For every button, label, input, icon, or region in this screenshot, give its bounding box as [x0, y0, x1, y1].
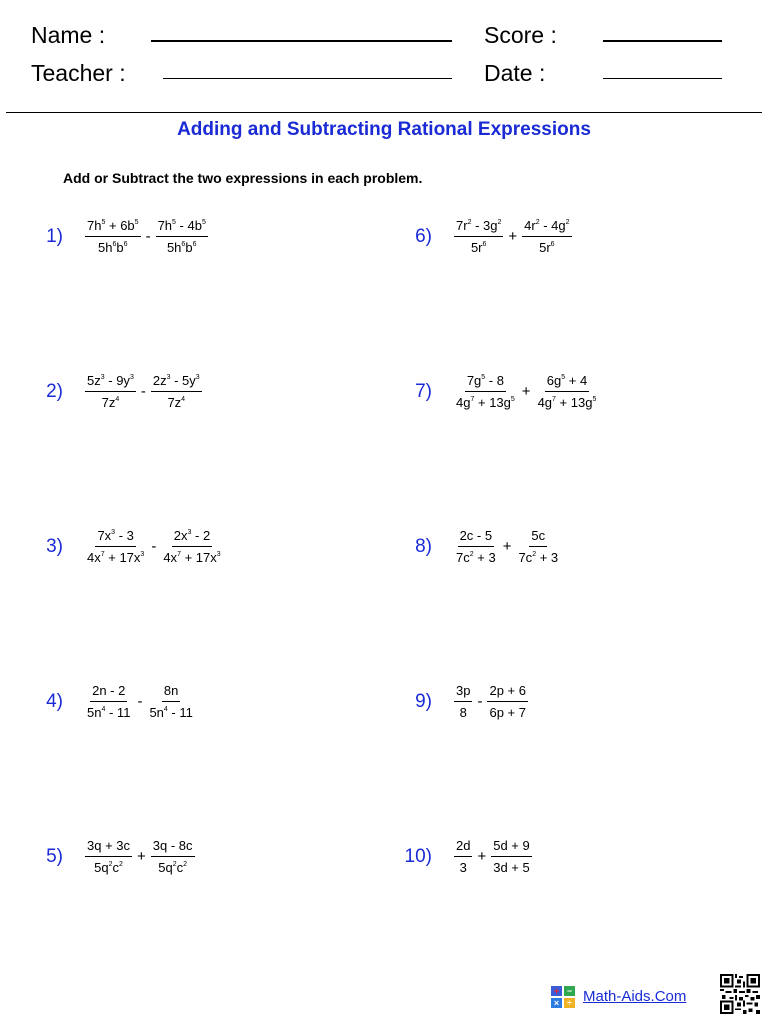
denominator: 8: [459, 705, 467, 720]
problem-number: 10): [404, 845, 432, 867]
problem-number: 5): [46, 845, 63, 867]
logo-divide: ÷: [567, 998, 572, 1008]
problem-number: 8): [415, 535, 432, 557]
denominator: $5q^2c^2$: [158, 860, 188, 875]
problem-number: 7): [415, 380, 432, 402]
denominator: $5h^6b^6$: [98, 240, 128, 255]
date-label: Date :: [484, 60, 546, 86]
header-divider: [6, 112, 762, 113]
fraction-first: [454, 218, 503, 255]
fraction-second: [536, 373, 599, 410]
numerator: 2d: [454, 838, 472, 857]
logo-minus: −: [566, 986, 573, 996]
numerator: $7h^5 + 6b^5$: [85, 218, 141, 237]
fraction-first: [85, 218, 141, 255]
minus-operator: -: [151, 538, 157, 555]
problem-2: [23, 373, 202, 410]
fraction-first: [85, 683, 132, 720]
fraction-second: [522, 218, 571, 255]
name-field-line[interactable]: [151, 40, 452, 42]
denominator: $4g^7 + 13g^5$: [537, 395, 597, 410]
minus-operator: -: [477, 693, 483, 710]
denominator: $7c^2 + 3$: [456, 550, 496, 565]
fraction-first: [454, 528, 498, 565]
problem-7: [392, 373, 598, 410]
numerator: 2c - 5: [458, 528, 495, 547]
math-aids-link[interactable]: Math-Aids.Com: [583, 988, 687, 1005]
numerator: 3p: [454, 683, 472, 702]
problem-number: 2): [46, 380, 63, 402]
minus-operator: -: [140, 383, 146, 400]
minus-operator: -: [137, 693, 143, 710]
numerator: $6g^5 + 4$: [545, 373, 589, 392]
plus-operator: +: [137, 848, 146, 865]
plus-operator: +: [521, 383, 531, 400]
numerator: 2p + 6: [487, 683, 528, 702]
denominator: 6p + 7: [489, 705, 526, 720]
fraction-first: [85, 528, 146, 565]
plus-operator: +: [502, 538, 512, 555]
denominator: $5r^6$: [539, 240, 555, 255]
teacher-field-line[interactable]: [163, 78, 452, 79]
numerator: 5d + 9: [491, 838, 532, 857]
math-aids-logo-icon: [551, 986, 575, 1008]
problem-5: [23, 838, 195, 875]
problem-1: [23, 218, 208, 255]
fraction-first: [454, 683, 472, 720]
problem-4: [23, 683, 195, 720]
problem-8: [392, 528, 560, 565]
fraction-second: [156, 218, 208, 255]
numerator: $7h^5 - 4b^5$: [156, 218, 208, 237]
fraction-second: [147, 683, 194, 720]
plus-operator: +: [508, 228, 518, 245]
problem-number: 6): [415, 225, 432, 247]
fraction-first: [454, 838, 472, 875]
date-field-line[interactable]: [603, 78, 722, 79]
denominator: 3d + 5: [493, 860, 530, 875]
problem-10: [392, 838, 532, 875]
numerator: $7g^5 - 8$: [465, 373, 506, 392]
fraction-second: [487, 683, 528, 720]
numerator: $2z^3 - 5y^3$: [151, 373, 202, 392]
numerator: $2x^3 - 2$: [172, 528, 212, 547]
page-title: Adding and Subtracting Rational Expressions: [177, 119, 591, 140]
numerator: 5c: [529, 528, 547, 547]
problem-number: 1): [46, 225, 63, 247]
numerator: $5z^3 - 9y^3$: [85, 373, 136, 392]
fraction-second: [516, 528, 560, 565]
denominator: $7c^2 + 3$: [518, 550, 559, 565]
denominator: $4x^7 + 17x^3$: [87, 550, 145, 565]
denominator: $5n^4 - 11$: [149, 705, 193, 720]
numerator: $4r^2 - 4g^2$: [522, 218, 571, 237]
problem-number: 3): [46, 535, 63, 557]
logo-plus: +: [553, 986, 560, 996]
minus-operator: -: [145, 228, 151, 245]
numerator: 3q + 3c: [85, 838, 132, 857]
denominator: $5h^6b^6$: [166, 240, 197, 255]
score-label: Score :: [484, 22, 557, 48]
logo-times: ×: [553, 998, 560, 1008]
fraction-first: [454, 373, 517, 410]
denominator: $5r^6$: [470, 240, 487, 255]
numerator: $7r^2 - 3g^2$: [454, 218, 503, 237]
fraction-second: [151, 838, 195, 875]
denominator: $4x^7 + 17x^3$: [163, 550, 221, 565]
fraction-second: [151, 373, 202, 410]
problem-9: [392, 683, 528, 720]
problem-number: 9): [415, 690, 432, 712]
fraction-second: [161, 528, 222, 565]
numerator: $7x^3 - 3$: [95, 528, 135, 547]
fraction-first: [85, 373, 136, 410]
name-label: Name :: [31, 22, 106, 48]
fraction-first: [85, 838, 132, 875]
problem-number: 4): [46, 690, 63, 712]
score-field-line[interactable]: [603, 40, 722, 42]
denominator: 3: [459, 860, 467, 875]
instructions: Add or Subtract the two expressions in each problem.: [63, 170, 423, 186]
denominator: $5q^2c^2$: [94, 860, 123, 875]
denominator: $4g^7 + 13g^5$: [456, 395, 515, 410]
numerator: 2n - 2: [90, 683, 127, 702]
qr-code-icon: [720, 974, 760, 1014]
numerator: 8n: [162, 683, 180, 702]
problem-3: [23, 528, 223, 565]
denominator: $5n^4 - 11$: [87, 705, 131, 720]
denominator: $7z^4$: [167, 395, 186, 410]
denominator: $7z^4$: [101, 395, 120, 410]
teacher-label: Teacher :: [31, 60, 126, 86]
numerator: 3q - 8c: [151, 838, 195, 857]
problem-6: [392, 218, 572, 255]
fraction-second: [491, 838, 532, 875]
plus-operator: +: [477, 848, 487, 865]
